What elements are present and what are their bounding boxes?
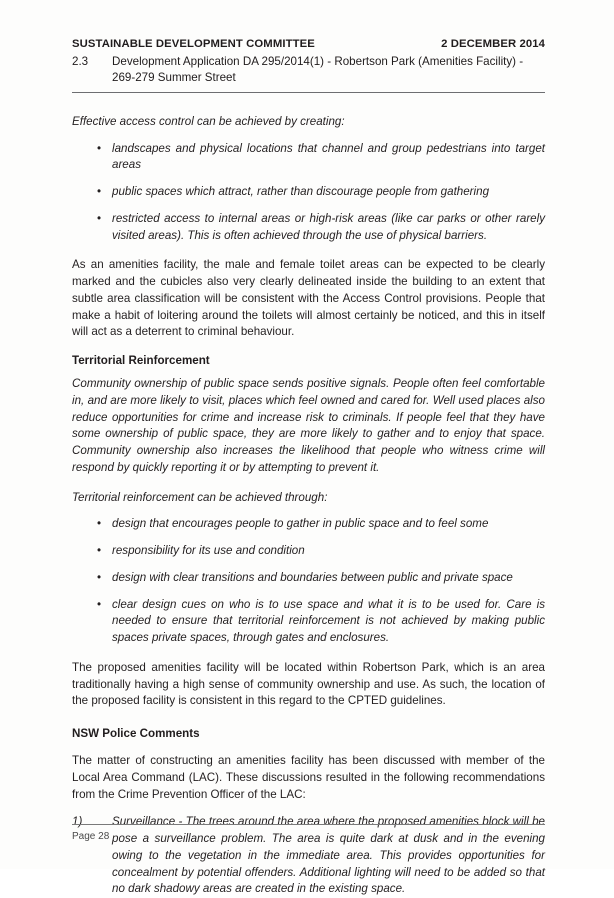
territorial-lead-in: Territorial reinforcement can be achieved through:	[72, 490, 328, 504]
page-footer	[72, 824, 545, 842]
list-item-text: restricted access to internal areas or high-risk areas (like car parks or other rarely visited areas). This is often achieved through the use of physical barriers.	[112, 211, 545, 242]
nsw-police-comments-heading: NSW Police Comments	[72, 727, 200, 741]
access-control-bullet-list	[72, 141, 545, 245]
bullet-icon: •	[97, 597, 102, 611]
bullet-icon: •	[97, 141, 102, 155]
list-item-text: Surveillance - The trees around the area where the proposed amenities block will be pose a surveillance problem. The area is quite dark at dusk and in the evening owing to the vegetation in the immediate area. This provides opportunities for concealment by potential offenders. Additional lighting will need to be added so that no dark shadowy areas are created in the existing space.	[112, 815, 545, 896]
police-comments-paragraph: The matter of constructing an amenities facility has been discussed with member of the Local Area Command (LAC). These discussions resulted in the following recommendations from the Crime Prevention Officer of the LAC:	[72, 754, 545, 801]
page-number: Page 28	[72, 831, 110, 842]
list-item	[72, 516, 545, 533]
page-content	[72, 38, 545, 898]
list-item-text: public spaces which attract, rather than discourage people from gathering	[112, 185, 490, 199]
list-item	[72, 570, 545, 587]
agenda-item	[72, 54, 545, 87]
list-item	[72, 141, 545, 175]
list-item-marker: 1)	[72, 815, 83, 829]
list-item	[72, 211, 545, 245]
amenities-facility-paragraph: As an amenities facility, the male and female toilet areas can be expected to be clearly marked and the cubicles also very clearly delineated inside the building to an extent that subtle area classification will be consistent with the Access Control provisions. People that make a habit of loitering around the toilets will almost certainly be noticed, and this in itself will act as a deterrent to criminal behaviour.	[72, 258, 545, 339]
footer-divider	[72, 824, 545, 825]
page-header	[72, 38, 545, 50]
territorial-reinforcement-paragraph: Community ownership of public space sends positive signals. People often feel comfortable in, and are more likely to visit, places which feel owned and cared for. Well used places also reduce opportunities for crime and increase risk to criminals. If people feel that they have some ownership of public space, they are more likely to gather and to enjoy that space. Community ownership also increases the likelihood that people who witness crime will respond by quickly reporting it or by attempting to prevent it.	[72, 377, 545, 474]
header-divider	[72, 92, 545, 93]
list-item-text: responsibility for its use and condition	[112, 544, 305, 558]
agenda-item-number: 2.3	[72, 55, 89, 68]
territorial-bullet-list	[72, 516, 545, 647]
list-item-text: landscapes and physical locations that channel and group pedestrians into target areas	[112, 141, 545, 172]
bullet-icon: •	[97, 517, 102, 531]
bullet-icon: •	[97, 570, 102, 584]
list-item-text: clear design cues on who is to use space and what it is to be used for. Care is needed to ensure that territorial reinforcement is not achieved by making public spaces private spaces, through gates and enclosures.	[112, 597, 545, 645]
list-item	[72, 184, 545, 201]
access-control-lead-in: Effective access control can be achieved by creating:	[72, 114, 345, 128]
list-item-text: design with clear transitions and boundaries between public and private space	[112, 570, 513, 584]
agenda-item-title: Development Application DA 295/2014(1) - Robertson Park (Amenities Facility) - 269-279 Summer Street	[112, 55, 524, 85]
bullet-icon: •	[97, 211, 102, 225]
committee-name: SUSTAINABLE DEVELOPMENT COMMITTEE	[72, 38, 315, 50]
meeting-date: 2 DECEMBER 2014	[441, 38, 545, 50]
bullet-icon: •	[97, 544, 102, 558]
proposed-facility-paragraph: The proposed amenities facility will be located within Robertson Park, which is an area traditionally having a high sense of community ownership and use. As such, the location of the proposed facility is consistent in this regard to the CPTED guidelines.	[72, 660, 545, 708]
list-item-text: design that encourages people to gather in public space and to feel some	[112, 517, 489, 531]
bullet-icon: •	[97, 185, 102, 199]
territorial-reinforcement-heading: Territorial Reinforcement	[72, 354, 210, 368]
list-item	[72, 597, 545, 647]
list-item	[72, 543, 545, 560]
